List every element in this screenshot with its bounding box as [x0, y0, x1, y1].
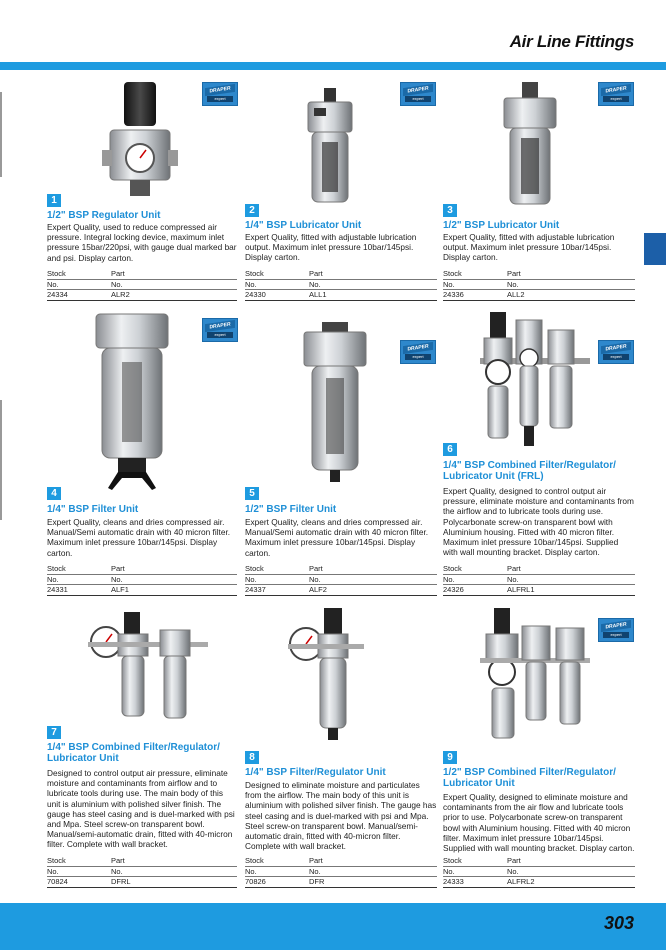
product-image-frl	[480, 310, 590, 455]
product-image-regulator	[100, 80, 180, 205]
product-image-combined-unit	[88, 608, 208, 733]
product-table: Stock Part No. No. 24326 ALFRL1	[443, 564, 635, 596]
product-table: Stock Part No. No. 70826 DFR	[245, 856, 437, 888]
part-number: ALR2	[111, 290, 130, 299]
part-number: ALF1	[111, 585, 129, 594]
page-title: Air Line Fittings	[509, 32, 634, 51]
draper-expert-logo: DRAPER expert	[598, 340, 634, 364]
product-number: 9	[443, 751, 457, 764]
product-image-filter-regulator	[284, 604, 364, 749]
product-table: Stock Part No. No. 24333 ALFRL2	[443, 856, 635, 888]
edge-line	[0, 92, 2, 177]
product-number: 1	[47, 194, 61, 207]
stock-number: 24334	[47, 290, 68, 299]
draper-expert-logo: DRAPER expert	[202, 82, 238, 106]
product-table: Stock Part No. No. 24336 ALL2	[443, 269, 635, 301]
page-footer	[0, 903, 666, 950]
product-table: Stock Part No. No. 70824 DFRL	[47, 856, 237, 888]
draper-expert-logo: DRAPER expert	[598, 82, 634, 106]
stock-number: 24337	[245, 585, 266, 594]
product-image-lubricator	[300, 88, 360, 213]
stock-number: 70824	[47, 877, 68, 886]
product-title: 1/2" BSP Regulator Unit	[47, 210, 161, 221]
product-image-lubricator	[500, 82, 560, 212]
product-number: 5	[245, 487, 259, 500]
product-number: 7	[47, 726, 61, 739]
product-number: 8	[245, 751, 259, 764]
product-title: 1/4" BSP Lubricator Unit	[245, 220, 362, 231]
product-table: Stock Part No. No. 24334 ALR2	[47, 269, 237, 301]
stock-number: 24331	[47, 585, 68, 594]
page-header	[0, 0, 666, 70]
product-table: Stock Part No. No. 24331 ALF1	[47, 564, 237, 596]
part-number: ALFRL2	[507, 877, 535, 886]
draper-expert-logo: DRAPER expert	[400, 340, 436, 364]
product-number: 3	[443, 204, 457, 217]
stock-number: 24330	[245, 290, 266, 299]
product-image-filter	[92, 312, 172, 497]
edge-line	[0, 400, 2, 520]
draper-expert-logo: DRAPER expert	[400, 82, 436, 106]
stock-number: 70826	[245, 877, 266, 886]
product-title: 1/4" BSP Combined Filter/Regulator/ Lubricator Unit	[47, 742, 220, 764]
product-image-filter	[300, 322, 370, 489]
product-description: Expert Quality, cleans and dries compressed air. Manual/Semi automatic drain with 40 micron filter. Maximum inlet pressure 10bar/145psi. Display carton.	[245, 517, 429, 558]
product-table: Stock Part No. No. 24337 ALF2	[245, 564, 437, 596]
product-number: 4	[47, 487, 61, 500]
product-description: Expert Quality, designed to eliminate moisture and contaminants from the air flow and lubricate tools prior to use. Polycarbonate screw-on transparent bowl with Aluminium housing. Fitted with 40 micron filter. Maximum inlet pressure 10bar/145psi. Supplied with wall mounting bracket. Display carton.	[443, 792, 635, 854]
product-table: Stock Part No. No. 24330 ALL1	[245, 269, 437, 301]
product-description: Expert Quality, cleans and dries compressed air. Manual/Semi automatic drain with 40 micron filter. Maximum inlet pressure 10bar/145psi. Display carton.	[47, 517, 231, 558]
product-description: Expert Quality, designed to control output air pressure, eliminate moisture and contaminants from the airflow and to lubricate tools during use. Polycarbonate screw-on transparent bowl with Aluminium housing. Fitted with 40 micron filter. Maximum inlet pressure 10bar/145psi. Supplied with wall mounting bracket. Display carton.	[443, 486, 634, 558]
part-number: DFR	[309, 877, 325, 886]
product-title: 1/2" BSP Combined Filter/Regulator/ Lubricator Unit	[443, 767, 616, 789]
draper-expert-logo: DRAPER expert	[598, 618, 634, 642]
product-description: Expert Quality, fitted with adjustable lubrication output. Maximum inlet pressure 10bar/145psi. Display carton.	[245, 232, 417, 263]
part-number: DFRL	[111, 877, 131, 886]
product-image-frl	[480, 606, 590, 751]
draper-expert-logo: DRAPER expert	[202, 318, 238, 342]
product-title: 1/2" BSP Filter Unit	[245, 504, 337, 515]
product-description: Expert Quality, fitted with adjustable lubrication output. Maximum inlet pressure 10bar/145psi. Display carton.	[443, 232, 615, 263]
header-bar	[0, 62, 666, 70]
product-title: 1/4" BSP Filter/Regulator Unit	[245, 767, 386, 778]
product-title: 1/4" BSP Filter Unit	[47, 504, 139, 515]
part-number: ALFRL1	[507, 585, 535, 594]
section-tab[interactable]	[644, 233, 666, 265]
product-description: Designed to eliminate moisture and particulates from the airflow. The main body of this unit is aluminium with polished silver finish. The gauge has steel casing and is duel-marked with psi and Mpa. Steel screw-on transparent bowl. Manual/semi-automatic drain, fitted with 40-micron filter. Complete with wall bracket.	[245, 780, 437, 852]
product-title: 1/2" BSP Lubricator Unit	[443, 220, 560, 231]
product-description: Designed to control output air pressure, eliminate moisture and contaminants from airflow and to lubricate tools during use. The main body of this unit is aluminium with polished silver finish. The gauge has steel casing and is duel-marked with psi and Mpa. Steel screw-on transparent bowl. Manual/semi-automatic drain, fitted with 40-micron filter. Complete with wall bracket.	[47, 768, 235, 850]
part-number: ALL2	[507, 290, 525, 299]
stock-number: 24326	[443, 585, 464, 594]
stock-number: 24333	[443, 877, 464, 886]
page-number: 303	[603, 913, 634, 933]
product-title: 1/4" BSP Combined Filter/Regulator/ Lubricator Unit (FRL)	[443, 460, 616, 482]
part-number: ALL1	[309, 290, 327, 299]
product-number: 6	[443, 443, 457, 456]
stock-number: 24336	[443, 290, 464, 299]
product-number: 2	[245, 204, 259, 217]
part-number: ALF2	[309, 585, 327, 594]
product-description: Expert Quality, used to reduce compressed air pressure. Integral locking device, maximum inlet pressure 15bar/220psi, with gauge dual marked bar and psi. Display carton.	[47, 222, 237, 263]
